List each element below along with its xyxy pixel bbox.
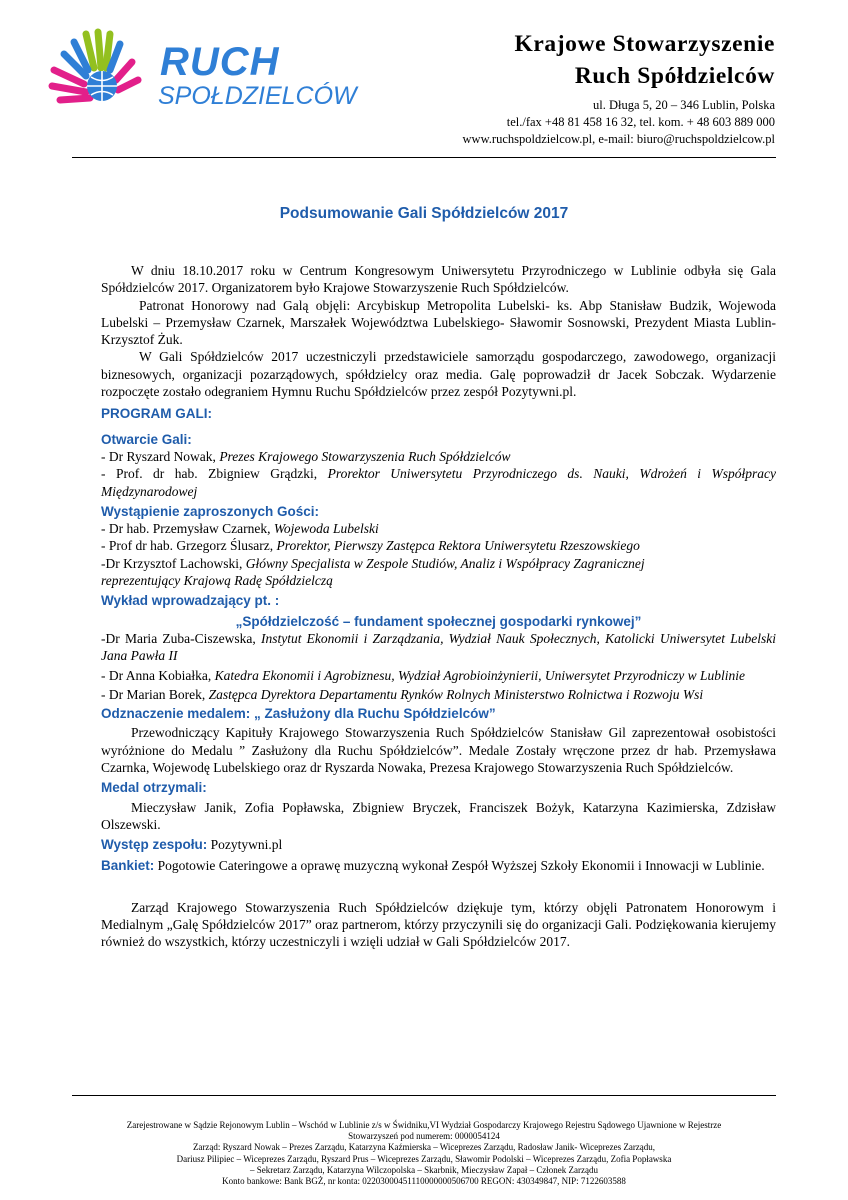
list-item (101, 448, 776, 465)
list-item (101, 555, 776, 590)
footer (72, 1120, 776, 1187)
list-item (101, 537, 776, 554)
person-name: -Dr Maria Zuba-Ciszewska, (101, 630, 256, 646)
intro-paragraph-2: Patronat Honorowy nad Galą objęli: Arcybiskup Metropolita Lubelski- ks. Abp Stanisław Budzik, Wojewoda Lubelski – Przemysław Czarnek, Marszałek Województwa Lubelskiego- Sławomir Sosnowski, Prezydent Miasta Lublin- Krzysztof Żuk. (101, 297, 776, 348)
performance-line (101, 836, 776, 853)
document-title: Podsumowanie Gali Spółdzielców 2017 (279, 205, 569, 222)
org-phone: tel./fax +48 81 458 16 32, tel. kom. + 48 603 889 000 (506, 115, 775, 129)
list-item (101, 686, 776, 703)
footer-line: Dariusz Pilipiec – Wiceprezes Zarządu, Ryszard Prus – Wiceprezes Zarządu, Sławomir Podolski – Wiceprezes Zarządu, Zofia Popławska (176, 1153, 672, 1164)
logo-text-spoldzielcow: SPOŁDZIELCÓW (158, 82, 357, 110)
person-name: -Dr Krzysztof Lachowski, (101, 555, 243, 571)
footer-line: Zarejestrowane w Sądzie Rejonowym Lublin – Wschód w Lublinie z/s w Świdniku,VI Wydział Gospodarczy Krajowego Rejestru Sądowego Ujawnione w Rejestrze (126, 1120, 722, 1130)
footer-line: Konto bankowe: Bank BGŻ, nr konta: 02203000451110000000506700 REGON: 430349847, NIP: 7122603588 (222, 1176, 626, 1187)
person-role: Katedra Ekonomii i Agrobiznesu, Wydział Agrobioinżynierii, Uniwersytet Przyrodniczy w Lublinie (214, 667, 745, 683)
org-address: ul. Długa 5, 20 – 346 Lublin, Polska (593, 98, 775, 112)
list-item (101, 520, 776, 537)
guests-heading: Wystąpienie zaproszonych Gości: (101, 503, 320, 519)
document-body (101, 262, 776, 951)
logo-text-ruch: RUCH (160, 40, 280, 84)
person-role: Instytut Ekonomii i Zarządzania, Wydział Nauk Społecznych, Katolicki Uniwersytet Lubelski Jana Pawła II (101, 630, 777, 664)
banquet-value: Pogotowie Cateringowe a oprawę muzyczną wykonał Zespół Wyższej Szkoły Ekonomii i Innowacji w Lublinie. (154, 857, 765, 873)
program-heading: PROGRAM GALI: (101, 406, 212, 422)
person-role: Zastępca Dyrektora Departamentu Rynków Rolnych Ministerstwo Rolnictwa i Rozwoju Wsi (208, 686, 704, 702)
recipients-heading: Medal otrzymali: (101, 780, 207, 796)
lecture-subtitle: „Spółdzielczość – fundament społecznej gospodarki rynkowej” (235, 613, 642, 629)
list-item (101, 630, 776, 665)
opening-heading: Otwarcie Gali: (101, 431, 192, 447)
person-name: - Dr Anna Kobiałka, (101, 667, 212, 683)
footer-line: Zarząd: Ryszard Nowak – Prezes Zarządu, Katarzyna Kaźmierska – Wiceprezes Zarządu, Radosław Janik- Wiceprezes Zarządu, (192, 1142, 656, 1153)
banquet-label: Bankiet: (101, 857, 155, 873)
person-role: Główny Specjalista w Zespole Studiów, Analiz i Współpracy Zagranicznej reprezentujący Krajową Radę Spółdzielczą (101, 555, 645, 589)
intro-paragraph-3: W Gali Spółdzielców 2017 uczestniczyli przedstawiciele samorządu gospodarczego, zawodowego, organizacji biznesowych, organizacji pozarządowych, spółdzielcy oraz media. Galę poprowadził dr Jacek Sobczak. Wydarzenie rozpoczęte zostało odegraniem Hymnu Ruchu Spółdzielców przez zespół Pozytywni.pl. (101, 349, 776, 400)
medal-paragraph: Przewodniczący Kapituły Krajowego Stowarzyszenia Ruch Spółdzielców Stanisław Gil zaprezentował osobistości wyróżnione do Medalu ” Zasłużony dla Ruchu Spółdzielców”. Medale Zostały wręczone przez dr hab. Przemysława Czarnka, Wojewodę Lubelskiego oraz dr Ryszarda Nowaka, Prezesa Krajowego Stowarzyszenia Ruch Spółdzielców. (101, 725, 776, 776)
person-role: Wojewoda Lubelski (273, 521, 379, 537)
footer-line: – Sekretarz Zarządu, Katarzyna Wilczopolska – Skarbnik, Mieczysław Zapał – Członek Zarządu (249, 1164, 599, 1175)
list-item (101, 667, 776, 684)
organization-header (315, 28, 775, 148)
person-name: - Prof dr hab. Grzegorz Ślusarz, (101, 538, 274, 554)
closing-paragraph: Zarząd Krajowego Stowarzyszenia Ruch Spółdzielców dziękuje tym, którzy objęli Patronatem Honorowym i Medialnym „Galę Spółdzielców 2017” oraz partnerom, którzy przyczynili się do organizacji Gali. Podziękowania kierujemy również do wszystkich, którzy uczestniczyli i wzięli udział w Gali Spółdzielców 2017. (101, 899, 776, 950)
lecture-heading: Wykład wprowadzający pt. : (101, 593, 280, 609)
footer-line: Stowarzyszeń pod numerem: 0000054124 (348, 1131, 500, 1142)
person-name: - Dr Marian Borek, (101, 686, 206, 702)
person-name: - Prof. dr hab. Zbigniew Grądzki, (101, 466, 318, 482)
person-role: Prorektor, Pierwszy Zastępca Rektora Uniwersytetu Rzeszowskiego (276, 538, 640, 554)
recipients-paragraph: Mieczysław Janik, Zofia Popławska, Zbigniew Bryczek, Franciszek Bożyk, Katarzyna Kazimierska, Zdzisław Olszewski. (101, 799, 776, 832)
performance-value: Pozytywni.pl (207, 837, 283, 853)
person-name: - Dr Ryszard Nowak, (101, 448, 216, 464)
performance-label: Występ zespołu: (101, 837, 208, 853)
person-role: Prorektor Uniwersytetu Przyrodniczego ds. Nauki, Wdrożeń i Współpracy Międzynarodowej (101, 466, 777, 499)
header-divider (72, 157, 776, 158)
banquet-line (101, 857, 776, 874)
intro-paragraph-1: W dniu 18.10.2017 roku w Centrum Kongresowym Uniwersytetu Przyrodniczego w Lublinie odbyła się Gala Spółdzielców 2017. Organizatorem było Krajowe Stowarzyszenie Ruch Spółdzielców. (101, 263, 776, 296)
org-name-line1: Krajowe Stowarzyszenie (514, 31, 775, 57)
footer-divider (72, 1095, 776, 1096)
person-role: Prezes Krajowego Stowarzyszenia Ruch Spółdzielców (219, 448, 511, 464)
org-web-email: www.ruchspoldzielcow.pl, e-mail: biuro@ruchspoldzielcow.pl (462, 132, 775, 146)
org-name-line2: Ruch Spółdzielców (574, 63, 775, 89)
medal-heading: Odznaczenie medalem: „ Zasłużony dla Ruchu Spółdzielców” (101, 706, 496, 722)
logo (46, 28, 357, 118)
person-name: - Dr hab. Przemysław Czarnek, (101, 521, 271, 537)
list-item (101, 465, 776, 500)
